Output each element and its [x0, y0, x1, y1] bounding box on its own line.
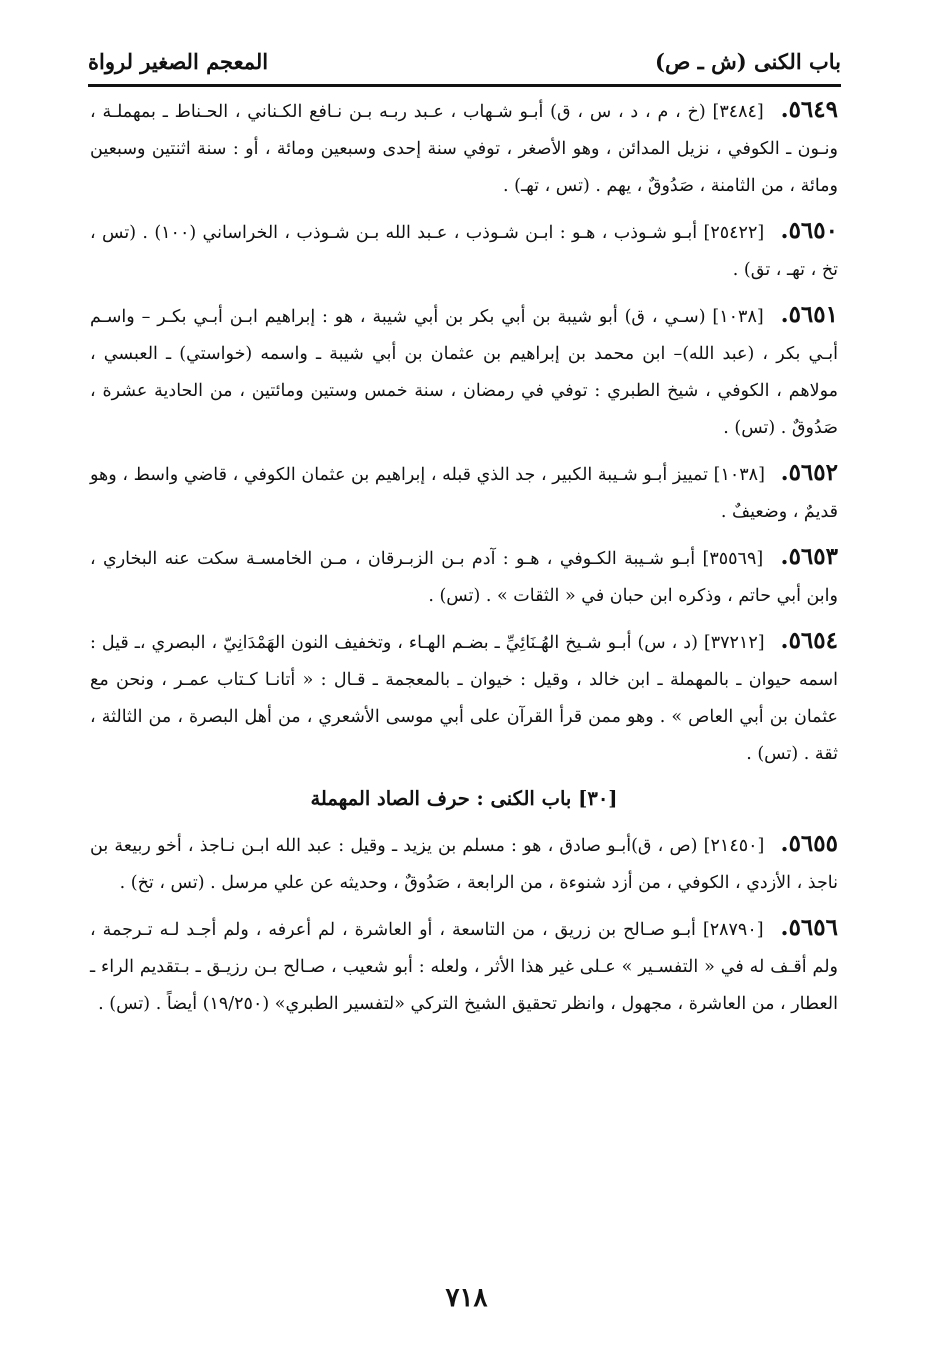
entry-number: ٥٦٤٩.: [780, 96, 838, 123]
entry-number: ٥٦٥٣.: [780, 543, 838, 570]
entry-text: [١٠٣٨] تمييز أبـو شـيبة الكبير ، جد الذي قبله ، إبراهيم بن عثمان الكوفي ، قاضي واسط ، وهو قديمٌ ، وضعيفٌ .: [90, 465, 838, 522]
entry-text: [٣٥٥٦٩] أبـو شـيبة الكـوفي ، هـو : آدم بـن الزبـرقان ، مـن الخامسـة سكت عنه البخاري ، وابن أبي حاتم ، وذكره ابن حبان في « الثقات » . (تس) .: [90, 549, 838, 606]
entry-5653: [90, 538, 838, 615]
entry-5655: [90, 825, 838, 902]
entry-number: ٥٦٥٠.: [780, 217, 838, 244]
header-chapter-title: باب الكنى (ش ـ ص): [655, 48, 841, 74]
entry-number: ٥٦٥٤.: [780, 627, 838, 654]
entry-text: [٣٤٨٤] (خ ، م ، د ، س ، ق) أبـو شـهاب ، عـبد ربـه بـن نـافع الكـناني ، الحـناط ـ بمهملـة ، ونـون ـ الكوفي ، نزيل المدائن ، وهو الأصغر ، توفي سنة إحدى وسبعين ومائة ، أو : سنة اثنتين وسبعين ومائة ، من الثامنة ، صَدُوقٌ ، يهم . (تس ، تهـ) .: [90, 102, 838, 196]
entry-number: ٥٦٥٥.: [780, 830, 838, 857]
entry-number: ٥٦٥١.: [780, 301, 838, 328]
entry-5650: [90, 212, 838, 289]
running-header: [88, 38, 841, 87]
entry-5656: [90, 909, 838, 1023]
page-body: [90, 88, 838, 1262]
entry-text: [٢١٤٥٠] (ص ، ق)أبـو صادق ، هو : مسلم بن يزيد ـ وقيل : عبد الله ابـن نـاجذ ، أخو ربيعة بن ناجذ ، الأزدي ، الكوفي ، من أزد شنوءة ، من الرابعة ، صَدُوقٌ ، وحديثه عن علي مرسل . (تس ، تخ) .: [90, 836, 838, 893]
entry-text: [٣٧٢١٢] (د ، س) أبـو شـيخ الهُـنَائِيِّ ـ بضـم الهـاء ، وتخفيف النون الهَمْدَانِيّ ، البصري ،ـ قيل : اسمه حيوان ـ بالمهملة ـ ابن خالد ، وقيل : خيوان ـ بالمعجمة ـ قـال : « أتانـا كـتاب عمـر ، ونحن مع عثمان بن أبي العاص » . وهو ممن قرأ القرآن على أبي موسى الأشعري ، من أهل البصرة ، من الثالثة ، ثقة . (تس) .: [90, 633, 838, 764]
entry-text: [٢٥٤٢٢] أبـو شـوذب ، هـو : ابـن شـوذب ، عـبد الله بـن شـوذب ، الخراساني (١٠٠) . (تس ، تخ ، تهـ ، تق) .: [90, 223, 838, 280]
section-heading: [٣٠] باب الكنى : حرف الصاد المهملة: [310, 787, 618, 810]
entry-5651: [90, 296, 838, 447]
entry-number: ٥٦٥٢.: [780, 459, 838, 486]
entry-5649: [90, 91, 838, 205]
page-number: ٧١٨: [445, 1283, 488, 1313]
entry-text: [٢٨٧٩٠] أبـو صـالح بن زريق ، من التاسعة ، أو العاشرة ، لم أعرفه ، ولم أجـد لـه تـرجمة ، ولم أقـف له في « التفسـير » عـلى غير هذا الأثر ، ولعله : أبو شعيب ، صـالح بـن رزيـق ـ بـتقديم الراء ـ العطار ، من العاشرة ، مجهول ، وانظر تحقيق الشيخ التركي «لتفسير الطبري» (١٩/٢٥٠) أيضاً . (تس) .: [90, 920, 838, 1014]
header-book-title: المعجم الصغير لرواة: [88, 48, 269, 74]
entry-text: [١٠٣٨] (سـي ، ق) أبو شيبة بن أبي بكر بن أبي شيبة ، هو : إبراهيم ابـن أبـي بكـر – واسـم أبـي بكر ، (عبد الله)– ابن محمد بن إبراهيم بن عثمان بن أبي شيبة ـ واسمه (خواستي) ـ العبسي ، مولاهم ، الكوفي ، شيخ الطبري : توفي في رمضان ، سنة خمس وستين ومائتين ، من الحادية عشرة ، صَدُوقٌ . (تس) .: [90, 307, 838, 438]
entry-number: ٥٦٥٦.: [780, 914, 838, 941]
entry-5652: [90, 454, 838, 531]
entry-5654: [90, 622, 838, 773]
